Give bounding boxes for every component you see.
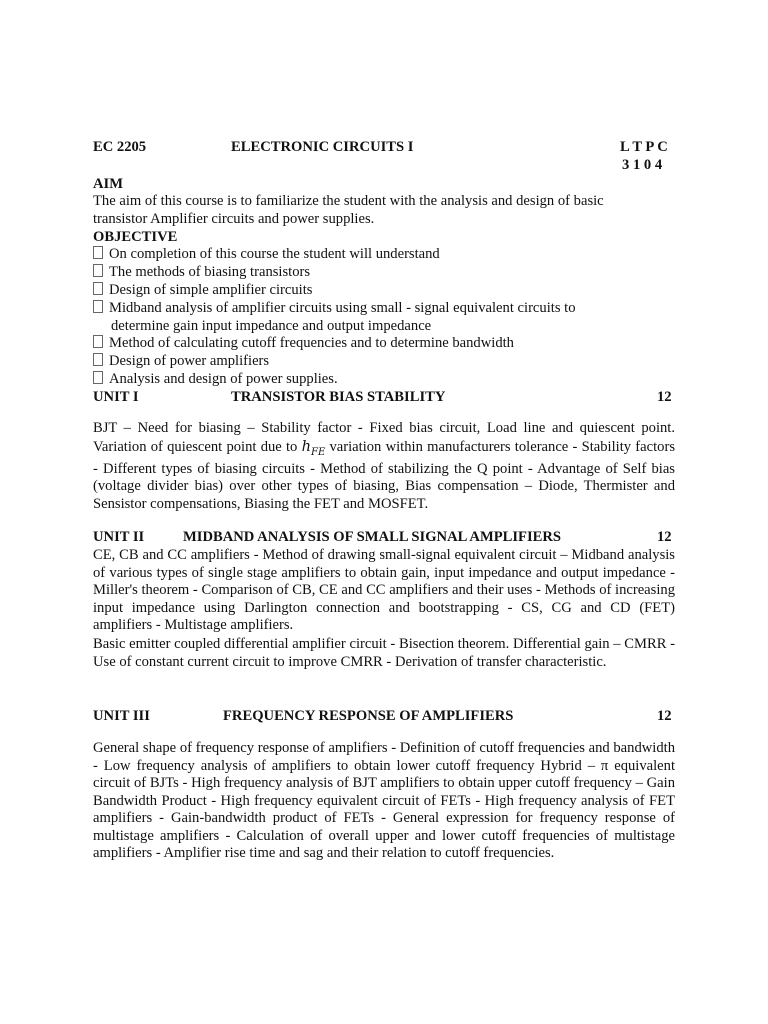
unit-2-hours: 12 (657, 529, 672, 545)
bullet-box-icon (93, 371, 103, 384)
unit-2-body-para-1: CE, CB and CC amplifiers - Method of drawing small-signal equivalent circuit – Midband analysis of various types of single stage amplifiers to obtain gain, input impedance and output impedance - Miller's theorem - Comparison of CB, CE and CC amplifiers and their uses - Methods of increasing input impedance using Darlington connection and bootstrapping - CS, CG and CD (FET) amplifiers - Multistage amplifiers. (93, 547, 675, 633)
bullet-box-icon (93, 264, 103, 277)
objective-item: Analysis and design of power supplies. (93, 371, 338, 389)
objective-item: Design of power amplifiers (93, 353, 269, 371)
aim-heading: AIM (93, 176, 123, 192)
hfe-symbol: $h_{FE}$ (301, 437, 326, 458)
bullet-box-icon (93, 353, 103, 366)
unit-3-title: FREQUENCY RESPONSE OF AMPLIFIERS (223, 708, 514, 724)
unit-1-hours: 12 (657, 389, 672, 405)
bullet-box-icon (93, 282, 103, 295)
unit-2-label: UNIT II (93, 529, 145, 545)
unit-1-label: UNIT I (93, 389, 139, 405)
ltpc-label: L T P C (620, 139, 668, 155)
bullet-box-icon (93, 300, 103, 313)
unit-2-title: MIDBAND ANALYSIS OF SMALL SIGNAL AMPLIFIERS (183, 529, 562, 545)
objective-item: The methods of biasing transistors (93, 264, 310, 282)
objective-heading: OBJECTIVE (93, 229, 178, 245)
course-code: EC 2205 (93, 139, 147, 155)
unit-1-body: BJT – Need for biasing – Stability factor - Fixed bias circuit, Load line and quiescent point. Variation of quiescent point due to $h_{FE}$ variation within manufacturers tolerance - Stability factors - Different types of biasing circuits - Method of stabilizing the Q point - Advantage of Self bias (voltage divider bias) over other types of biasing, Bias compensation – Diode, Thermister and Sensistor compensations, Biasing the FET and MOSFET. (93, 420, 676, 512)
ltpc-values: 3 1 0 4 (622, 157, 663, 173)
bullet-box-icon (93, 335, 103, 348)
unit-3-hours: 12 (657, 708, 672, 724)
objective-item: Midband analysis of amplifier circuits using small - signal equivalent circuits to (93, 300, 576, 318)
unit-3-label: UNIT III (93, 708, 150, 724)
bullet-box-icon (93, 246, 103, 259)
objective-item-continuation: determine gain input impedance and output impedance (111, 318, 432, 334)
objective-item: Design of simple amplifier circuits (93, 282, 312, 300)
unit-2-body-para-2: Basic emitter coupled differential amplifier circuit - Bisection theorem. Differential gain – CMRR - Use of constant current circuit to improve CMRR - Derivation of transfer characteristic. (93, 636, 675, 670)
aim-line-2: transistor Amplifier circuits and power supplies. (93, 211, 375, 227)
unit-3-body: General shape of frequency response of amplifiers - Definition of cutoff frequencies and bandwidth - Low frequency analysis of amplifiers to obtain lower cutoff frequency Hybrid – π equivalent circuit of BJTs - High frequency analysis of BJT amplifiers to obtain upper cutoff frequency – Gain Bandwidth Product - High frequency equivalent circuit of FETs - High frequency analysis of FET amplifiers - Gain-bandwidth product of FETs - General expression for frequency response of multistage amplifiers - Calculation of overall upper and lower cutoff frequencies of multistage amplifiers - Amplifier rise time and sag and their relation to cutoff frequencies. (93, 740, 675, 861)
aim-line-1: The aim of this course is to familiarize the student with the analysis and design of basic (93, 193, 604, 209)
objective-item: On completion of this course the student will understand (93, 246, 440, 264)
objective-item: Method of calculating cutoff frequencies and to determine bandwidth (93, 335, 514, 353)
unit-1-title: TRANSISTOR BIAS STABILITY (231, 389, 446, 405)
course-title: ELECTRONIC CIRCUITS I (231, 139, 414, 155)
